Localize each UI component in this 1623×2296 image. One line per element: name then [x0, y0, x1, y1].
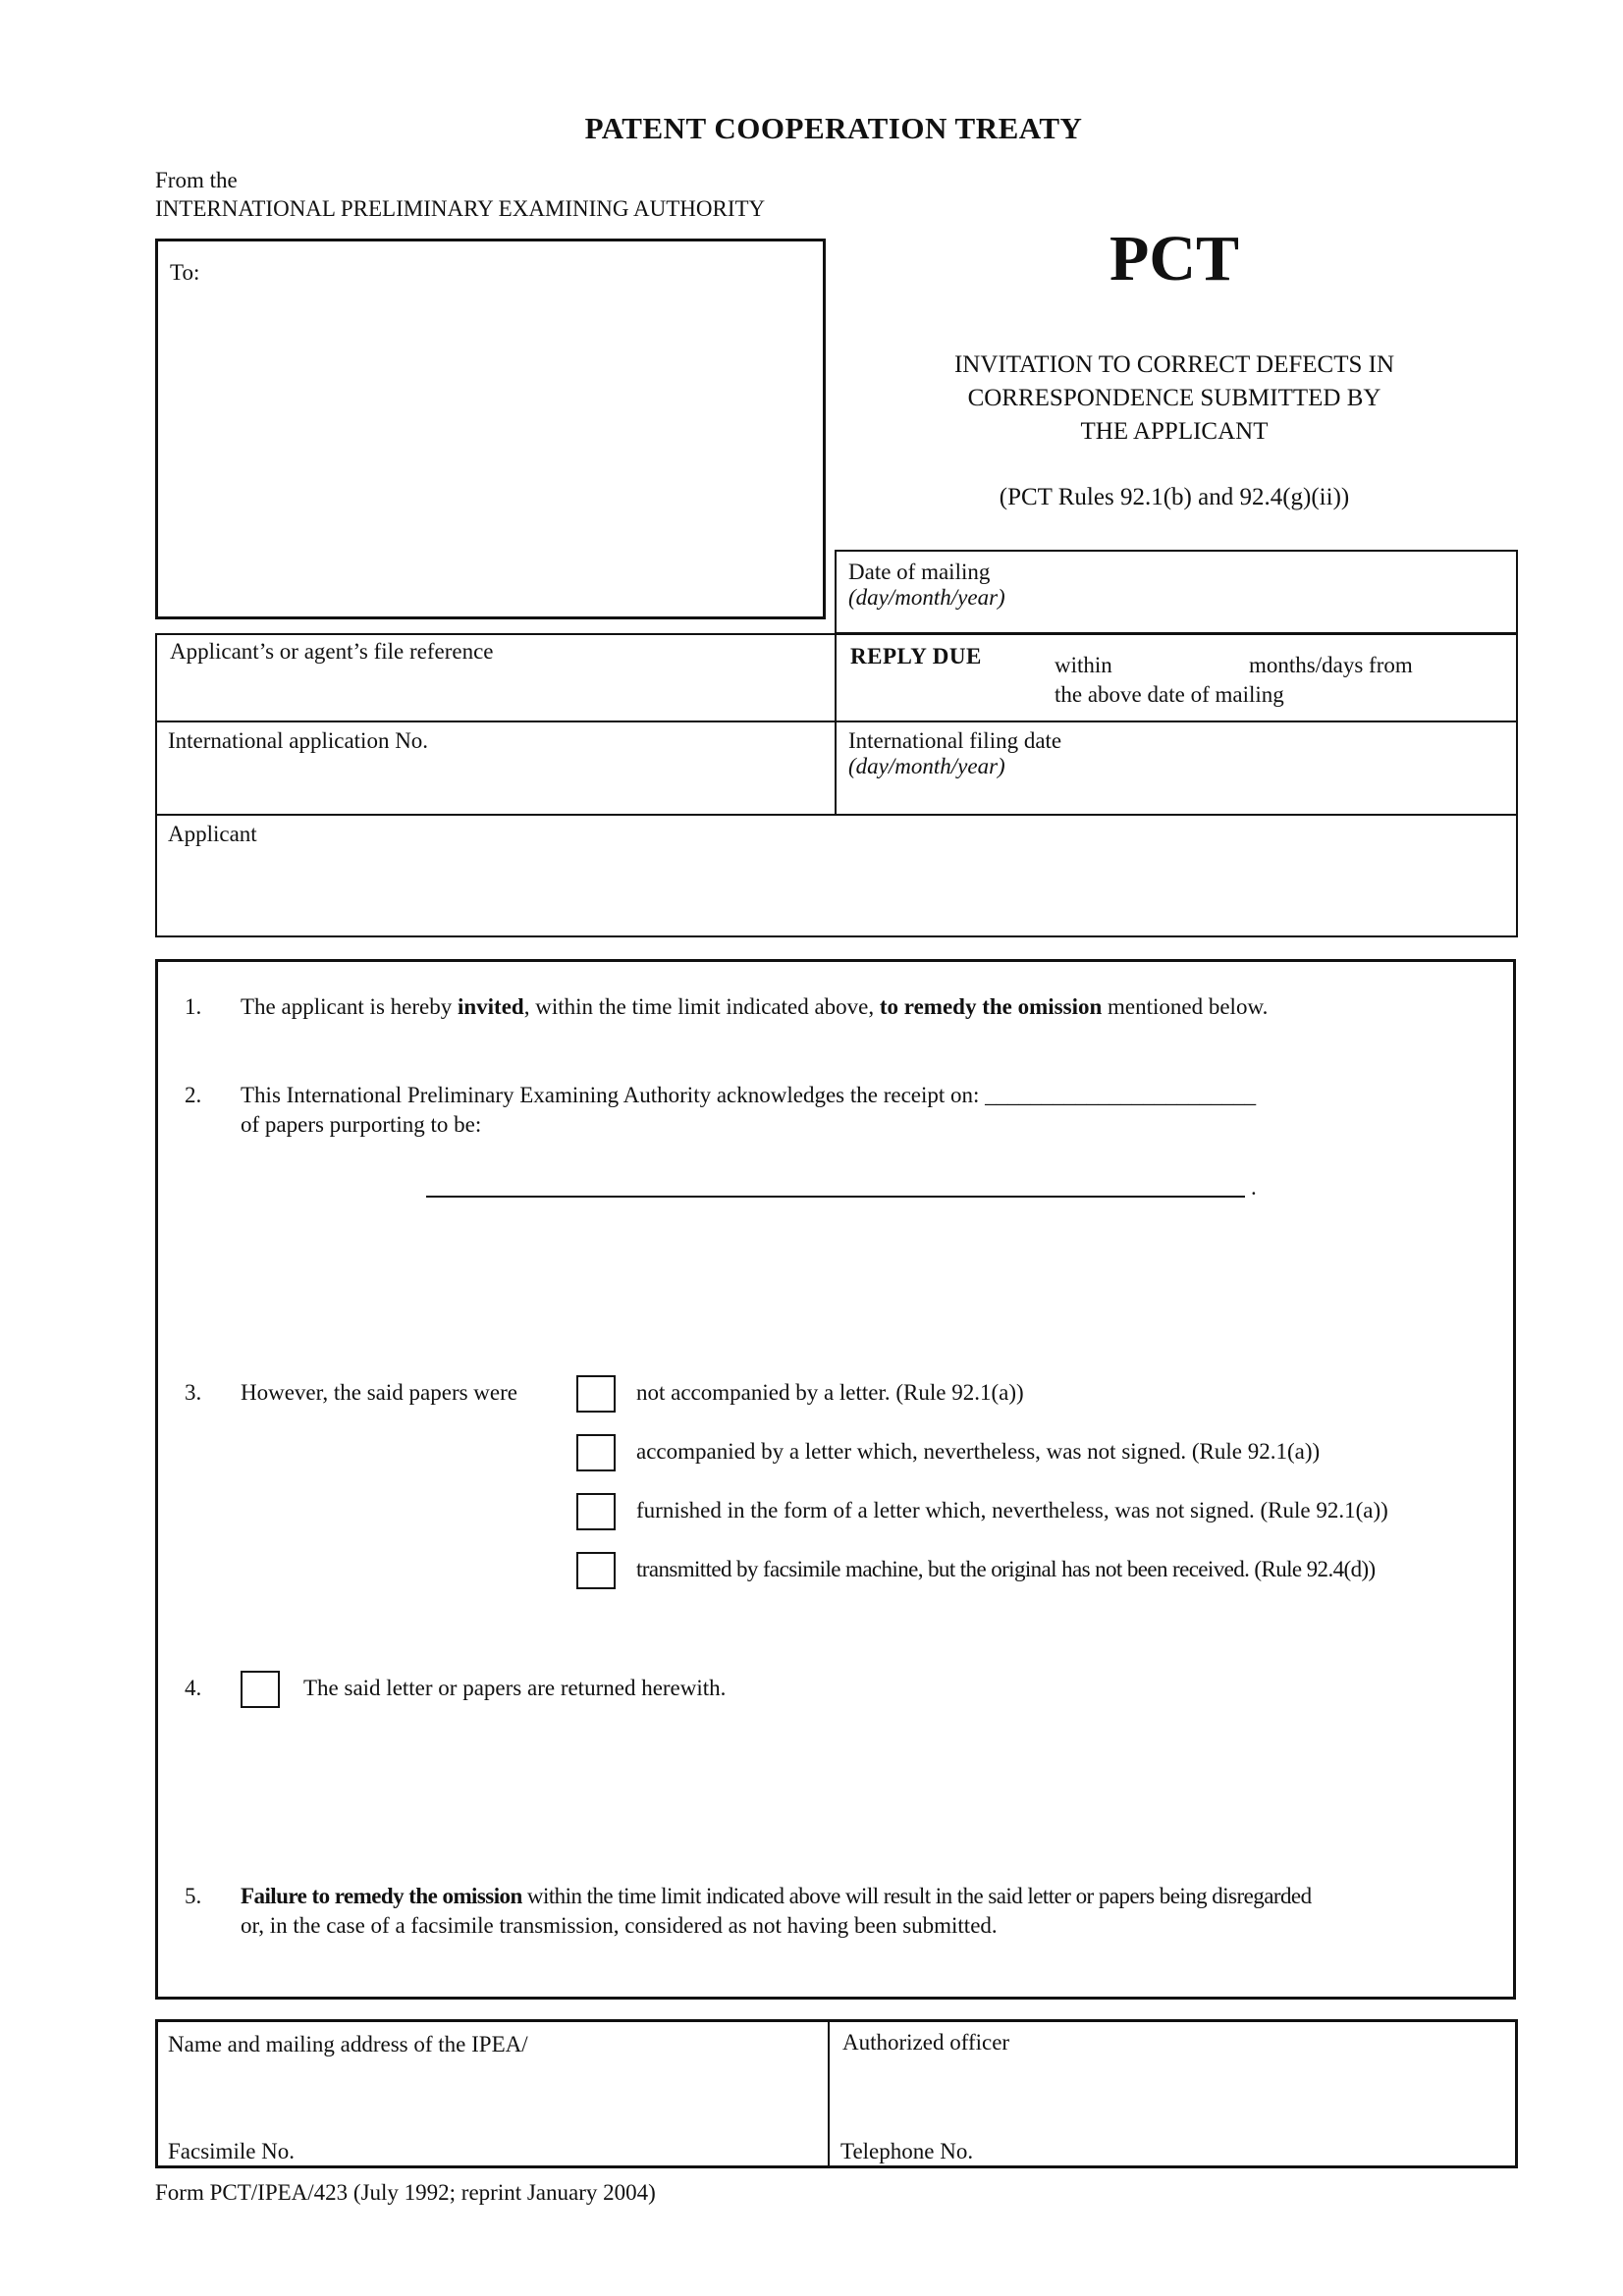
item-5-line-2: or, in the case of a facsimile transmission, considered as not having been submitted. [241, 1913, 998, 1938]
form-title-line-2: CORRESPONDENCE SUBMITTED BY [967, 385, 1381, 411]
item-3-lead: However, the said papers were [241, 1380, 517, 1405]
footer-vertical-divider [828, 2019, 830, 2168]
ipea-address-field[interactable] [158, 2059, 826, 2134]
item-1-text: The applicant is hereby invited, within the time limit indicated above, to remedy the omission mentioned below. [241, 994, 1269, 1019]
item-2-period: . [1251, 1175, 1257, 1200]
reply-months-days: months/days from [1249, 653, 1413, 677]
from-line-1: From the [155, 168, 238, 192]
item-3-option-3: furnished in the form of a letter which, nevertheless, was not signed. (Rule 92.1(a)) [636, 1498, 1388, 1522]
applicant-field[interactable] [157, 850, 1516, 934]
to-label: To: [170, 260, 200, 285]
item-3-option-4: transmitted by facsimile machine, but the original has not been received. (Rule 92.4(d)) [636, 1557, 1376, 1581]
reply-months-days-field[interactable] [1129, 650, 1245, 677]
item-4-number: 4. [185, 1676, 202, 1700]
intl-application-label: International application No. [168, 728, 429, 753]
item-1-number: 1. [185, 994, 202, 1019]
reply-due-label: REPLY DUE [850, 644, 982, 668]
item-5-line-1: Failure to remedy the omission within the time limit indicated above will result in the said letter or papers being disregarded [241, 1884, 1312, 1908]
item-3-option-2: accompanied by a letter which, nevertheless, was not signed. (Rule 92.1(a)) [636, 1439, 1321, 1464]
document-title: PATENT COOPERATION TREATY [584, 111, 1083, 145]
papers-description-line[interactable] [426, 1196, 1245, 1198]
reply-above-date: the above date of mailing [1055, 682, 1284, 707]
authorized-officer-label: Authorized officer [842, 2030, 1010, 2055]
facsimile-label: Facsimile No. [168, 2139, 296, 2163]
intl-filing-date-hint: (day/month/year) [848, 754, 1005, 778]
intl-application-field[interactable] [157, 758, 833, 812]
checkbox-facsimile-original[interactable] [576, 1552, 616, 1589]
grid-vertical-divider [835, 633, 837, 815]
checkbox-letter-not-signed[interactable] [576, 1434, 616, 1471]
item-4-text: The said letter or papers are returned herewith. [303, 1676, 727, 1700]
file-reference-label: Applicant’s or agent’s file reference [170, 639, 494, 664]
to-address-box[interactable] [155, 239, 826, 619]
checkbox-form-not-signed[interactable] [576, 1493, 616, 1530]
applicant-label: Applicant [168, 822, 257, 846]
file-reference-field[interactable] [157, 667, 833, 719]
pct-heading: PCT [1109, 223, 1239, 294]
form-title-line-3: THE APPLICANT [1080, 418, 1269, 445]
item-2-line-1: This International Preliminary Examining Authority acknowledges the receipt on: ________________________ [241, 1083, 1257, 1107]
telephone-label: Telephone No. [840, 2139, 974, 2163]
reply-within: within [1055, 653, 1112, 677]
item-5-number: 5. [185, 1884, 202, 1908]
ipea-label: Name and mailing address of the IPEA/ [168, 2032, 528, 2056]
item-2-line-2: of papers purporting to be: [241, 1112, 482, 1137]
checkbox-papers-returned[interactable] [241, 1671, 280, 1708]
date-of-mailing-hint: (day/month/year) [848, 585, 1005, 610]
form-identifier: Form PCT/IPEA/423 (July 1992; reprint January 2004) [155, 2180, 656, 2205]
intl-filing-date-label: International filing date [848, 728, 1062, 753]
item-3-option-1: not accompanied by a letter. (Rule 92.1(a)) [636, 1380, 1024, 1405]
checkbox-not-accompanied[interactable] [576, 1375, 616, 1413]
item-2-number: 2. [185, 1083, 202, 1107]
grid-divider-2 [155, 814, 1518, 816]
date-of-mailing-label: Date of mailing [848, 560, 991, 584]
authorized-officer-field[interactable] [831, 2057, 1514, 2132]
rules-reference: (PCT Rules 92.1(b) and 92.4(g)(ii)) [999, 484, 1350, 510]
item-3-number: 3. [185, 1380, 202, 1405]
from-authority: INTERNATIONAL PRELIMINARY EXAMINING AUTHORITY [155, 196, 766, 221]
grid-divider-1 [155, 721, 1518, 722]
form-title-line-1: INVITATION TO CORRECT DEFECTS IN [953, 351, 1394, 378]
